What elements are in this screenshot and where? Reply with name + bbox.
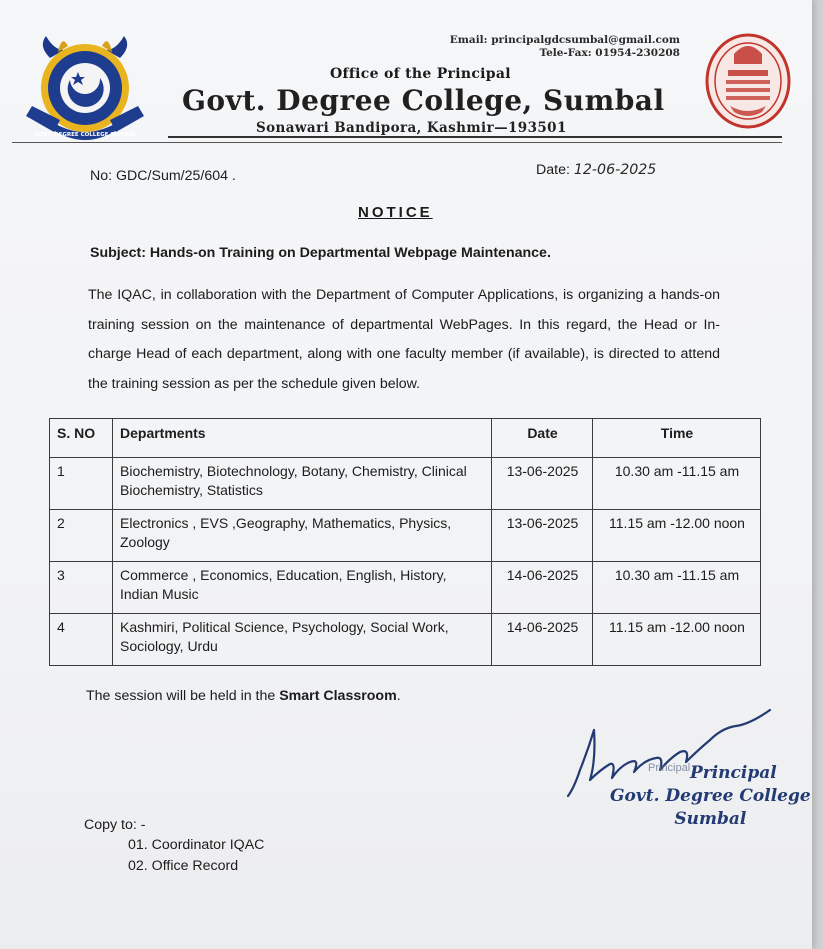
row-date: 14-06-2025: [492, 614, 593, 666]
copy-to-label: Copy to: -: [84, 817, 146, 833]
stamp-line-sumbal: Sumbal: [674, 809, 747, 829]
copy-to-item: 01. Coordinator IQAC: [128, 837, 265, 853]
notice-title: NOTICE: [358, 204, 433, 221]
reference-number: No: GDC/Sum/25/604 .: [90, 168, 236, 184]
svg-text:GOVT. DEGREE COLLEGE SUMBAL: GOVT. DEGREE COLLEGE SUMBAL: [33, 132, 137, 138]
row-time: 10.30 am -11.15 am: [593, 562, 761, 614]
table-row: [50, 562, 761, 614]
date-value: 12-06-2025: [573, 162, 657, 178]
row-date: 13-06-2025: [492, 458, 593, 510]
row-sno: 1: [50, 458, 113, 510]
row-departments: Kashmiri, Political Science, Psychology, Social Work, Sociology, Urdu: [113, 614, 492, 666]
row-sno: 3: [50, 562, 113, 614]
header-date: Date: [492, 419, 593, 458]
signature-printed-name: Principal: [648, 762, 691, 774]
notice-paragraph: The IQAC, in collaboration with the Department of Computer Applications, is organizing a hands-on training session on the maintenance of departmental WebPages. In this regard, the Head or In-charge Head of each department, along with one faculty member (if available), is directed to attend the training session as per the schedule given below.: [88, 287, 720, 392]
row-date: 14-06-2025: [492, 562, 593, 614]
email-line: [380, 34, 680, 46]
row-departments: Commerce , Economics, Education, English, History, Indian Music: [113, 562, 492, 614]
university-emblem: [704, 32, 792, 130]
office-title: Office of the Principal: [330, 66, 511, 82]
college-address: Sonawari Bandipora, Kashmir—193501: [256, 120, 567, 136]
row-time: 10.30 am -11.15 am: [593, 458, 761, 510]
header-time: Time: [593, 419, 761, 458]
schedule-table: [49, 418, 761, 666]
row-date: 13-06-2025: [492, 510, 593, 562]
row-sno: 4: [50, 614, 113, 666]
session-venue: Smart Classroom: [279, 688, 397, 704]
telefax-label: Tele-Fax:: [539, 47, 592, 59]
signature-stamp: [610, 762, 811, 831]
row-departments: Biochemistry, Biotechnology, Botany, Chemistry, Clinical Biochemistry, Statistics: [113, 458, 492, 510]
table-row: [50, 510, 761, 562]
telefax-line: [380, 47, 680, 59]
header-sno: S. NO: [50, 419, 113, 458]
session-note: [86, 688, 401, 704]
header-rule-thin: [12, 142, 782, 143]
row-time: 11.15 am -12.00 noon: [593, 510, 761, 562]
row-sno: 2: [50, 510, 113, 562]
row-departments: Electronics , EVS ,Geography, Mathematics, Physics, Zoology: [113, 510, 492, 562]
date-label: Date:: [536, 162, 570, 178]
header-rule: [168, 136, 782, 138]
email-label: Email:: [449, 34, 488, 46]
college-name: Govt. Degree College, Sumbal: [182, 84, 665, 117]
session-suffix: .: [396, 688, 401, 704]
stamp-line-college: Govt. Degree College: [610, 786, 811, 806]
session-prefix: The session will be held in the: [86, 688, 280, 704]
date-line: [536, 162, 656, 178]
copy-to-item: 02. Office Record: [128, 858, 239, 874]
email-address: principalgdcsumbal@gmail.com: [491, 34, 680, 46]
stamp-line-principal: Principal: [689, 763, 777, 783]
college-logo: [20, 28, 150, 146]
table-row: [50, 458, 761, 510]
row-time: 11.15 am -12.00 noon: [593, 614, 761, 666]
notice-subject: Subject: Hands-on Training on Departmental Webpage Maintenance.: [90, 245, 551, 261]
telefax-number: 01954-230208: [595, 47, 680, 59]
header-departments: Departments: [113, 419, 492, 458]
table-row: [50, 614, 761, 666]
table-header-row: [50, 419, 761, 458]
